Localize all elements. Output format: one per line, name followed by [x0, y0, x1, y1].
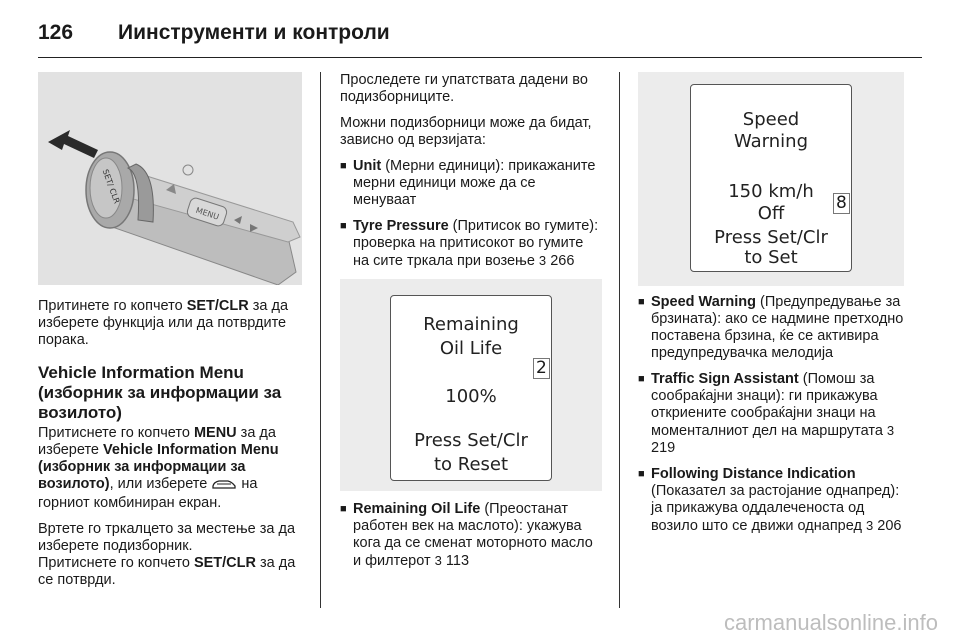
menu-label: MENU [194, 205, 221, 222]
car-icon [211, 478, 237, 495]
page-title: Иинструменти и контроли [118, 21, 390, 44]
paragraph-select-confirm: Притинете го копчето SET/CLR за да изберете функција или да потврдите порака. [38, 298, 289, 348]
paragraph-adjust-wheel: Вртете го тркалцето за местење за да изберете подизборник. [38, 521, 296, 554]
section-heading-vehicle-info-menu: Vehicle Information Menu (изборник за информации за возилото) [38, 363, 282, 422]
paragraph-confirm: Притиснете го копчето SET/CLR за да се потврди. [38, 555, 296, 588]
paragraph-follow-instructions: Проследете ги упатствата дадени во подизборниците. [340, 72, 588, 105]
page-ref-icon: 3 [434, 553, 442, 568]
column-2 [340, 72, 602, 579]
set-clr-label: SET/ CLR [100, 168, 122, 205]
watermark: carmanualsonline.info [723, 610, 938, 635]
lever-illustration [38, 72, 302, 285]
list-item-speed-warning: ■ Speed Warning (Предупредување за брзината): ако се надмине претходно поставена брзина, ќе се активира предупредувачка мелодија [638, 294, 904, 361]
page-ref-icon: 3 [886, 423, 895, 438]
column-divider-1 [320, 72, 321, 608]
page-ref-icon: 3 [865, 518, 874, 533]
display-line-remaining: Remaining [423, 314, 519, 335]
display-line-press-set: Press Set/Clr [414, 430, 528, 451]
paragraph-possible-submenus: Можни подизборници може да бидат, зависно од верзијата: [340, 115, 592, 148]
page-ref-icon: 3 [538, 253, 547, 268]
display-index-number: 8 [833, 193, 850, 214]
display-line-oil-life: Oil Life [439, 338, 503, 359]
display-line-speed: Speed [742, 109, 800, 130]
display-index-number: 2 [533, 358, 550, 379]
paragraph-menu-instructions: Притиснете го копчето MENU за да изберете Vehicle Information Menu (изборник за информации за возилото), или изберете на горниот комбиниран екран. [38, 425, 279, 511]
display-line-press-set: Press Set/Clr [714, 227, 828, 248]
set-clr-button-ref: SET/CLR [186, 298, 249, 314]
display-line-percent: 100% [445, 386, 497, 407]
page-ref: 206 [877, 518, 902, 534]
list-item-remaining-oil-life: ■ Remaining Oil Life (Преостанат работен век на маслото): укажува кога да се сменат моторното масло и филтерот 3 113 [340, 501, 593, 569]
display-line-warning: Warning [733, 131, 808, 152]
menu-button-ref: MENU [193, 425, 237, 441]
list-item-following-distance: ■ Following Distance Indication (Показател за растојание однапред): ја прикажува оддалеченоста од возило што се движи однапред 3 206 [638, 466, 902, 534]
turn-signal-lever-image [38, 72, 302, 285]
list-item-unit: ■ Unit (Мерни единици): прикажаните мерни единици може да се менуваат [340, 158, 596, 208]
page-ref: 113 [445, 553, 470, 569]
header-divider [38, 57, 922, 58]
page-number: 126 [38, 21, 74, 44]
speed-warning-display-image [638, 72, 904, 286]
page-ref: 219 [651, 440, 676, 456]
column-3 [638, 72, 904, 544]
list-item-traffic-sign-assistant: ■ Traffic Sign Assistant (Помош за сообраќајни знаци): ги прикажува откриените сообраќајни знаци на моменталниот дел на маршрутата 3 219 [638, 371, 895, 456]
page-ref: 266 [550, 253, 575, 269]
oil-life-display-image [340, 279, 602, 491]
column-divider-2 [619, 72, 620, 608]
list-item-tyre-pressure: ■ Tyre Pressure (Притисок во гумите): проверка на притисокот во гумите на сите тркала при возење 3 266 [340, 218, 599, 269]
display-line-speed-value: 150 km/h [728, 181, 814, 202]
set-clr-button-ref-2: SET/CLR [193, 555, 256, 571]
display-line-to-reset: to Reset [433, 454, 509, 475]
column-1 [38, 72, 302, 589]
page-header [38, 16, 390, 50]
display-line-off: Off [757, 203, 785, 224]
display-line-to-set: to Set [744, 247, 798, 268]
